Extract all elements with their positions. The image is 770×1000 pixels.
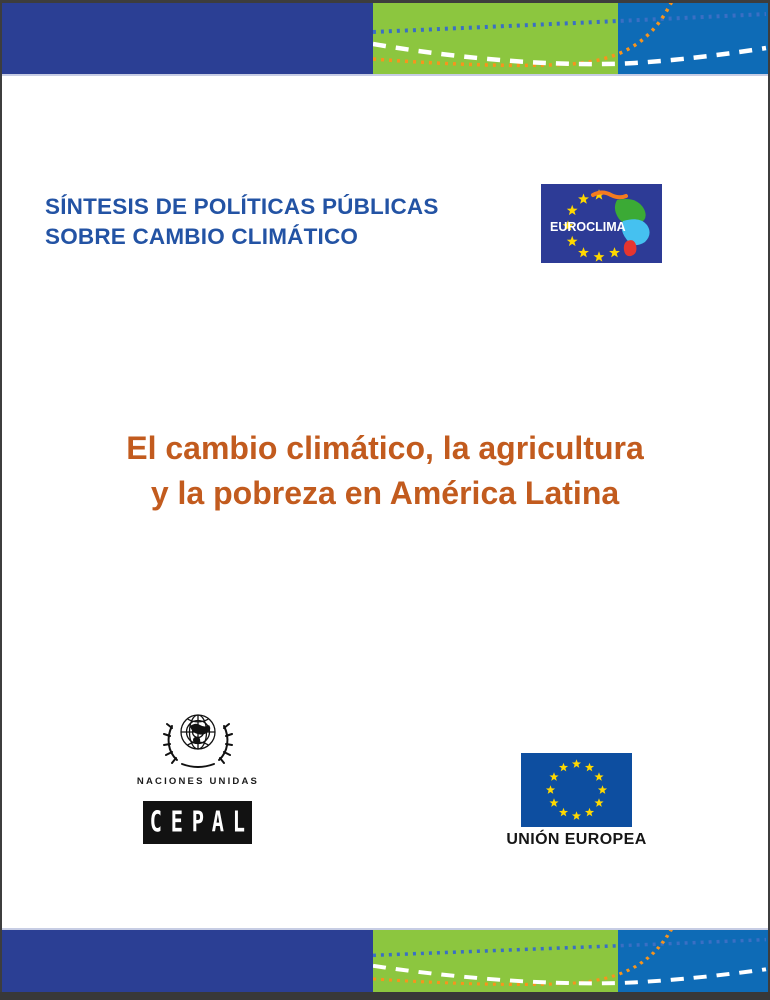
series-title-line2: SOBRE CAMBIO CLIMÁTICO	[45, 224, 359, 249]
cepal-letter: P	[191, 806, 204, 839]
cepal-letter: E	[170, 806, 183, 839]
main-title	[0, 426, 770, 516]
euroclima-logo-icon	[541, 184, 662, 263]
cepal-letter: L	[232, 806, 246, 839]
cepal-logo	[143, 801, 252, 844]
un-caption: NACIONES UNIDAS	[136, 776, 260, 787]
band-navy-segment	[2, 930, 373, 992]
un-emblem-icon	[160, 706, 236, 772]
cepal-letter: A	[212, 806, 225, 839]
series-title-line1: SÍNTESIS DE POLÍTICAS PÚBLICAS	[45, 194, 439, 219]
bottom-color-band	[2, 930, 768, 992]
top-color-band	[2, 3, 768, 74]
eu-flag-icon	[521, 753, 632, 827]
dashed-curves-decoration	[373, 3, 768, 74]
main-title-line1: El cambio climático, la agricultura	[126, 430, 644, 466]
band-navy-segment	[2, 3, 373, 74]
band-separator-line	[2, 74, 768, 76]
dashed-curves-decoration	[373, 930, 768, 992]
european-union-block	[504, 753, 649, 849]
cepal-letter: C	[149, 806, 163, 839]
page-frame-bottom	[0, 992, 770, 1000]
page-frame-left	[0, 0, 2, 1000]
euroclima-label: EUROCLIMA	[550, 220, 626, 234]
series-title	[45, 192, 515, 252]
united-nations-block	[133, 706, 263, 787]
main-title-line2: y la pobreza en América Latina	[150, 475, 620, 511]
eu-caption: UNIÓN EUROPEA	[506, 831, 647, 848]
page-frame-top	[0, 0, 770, 3]
